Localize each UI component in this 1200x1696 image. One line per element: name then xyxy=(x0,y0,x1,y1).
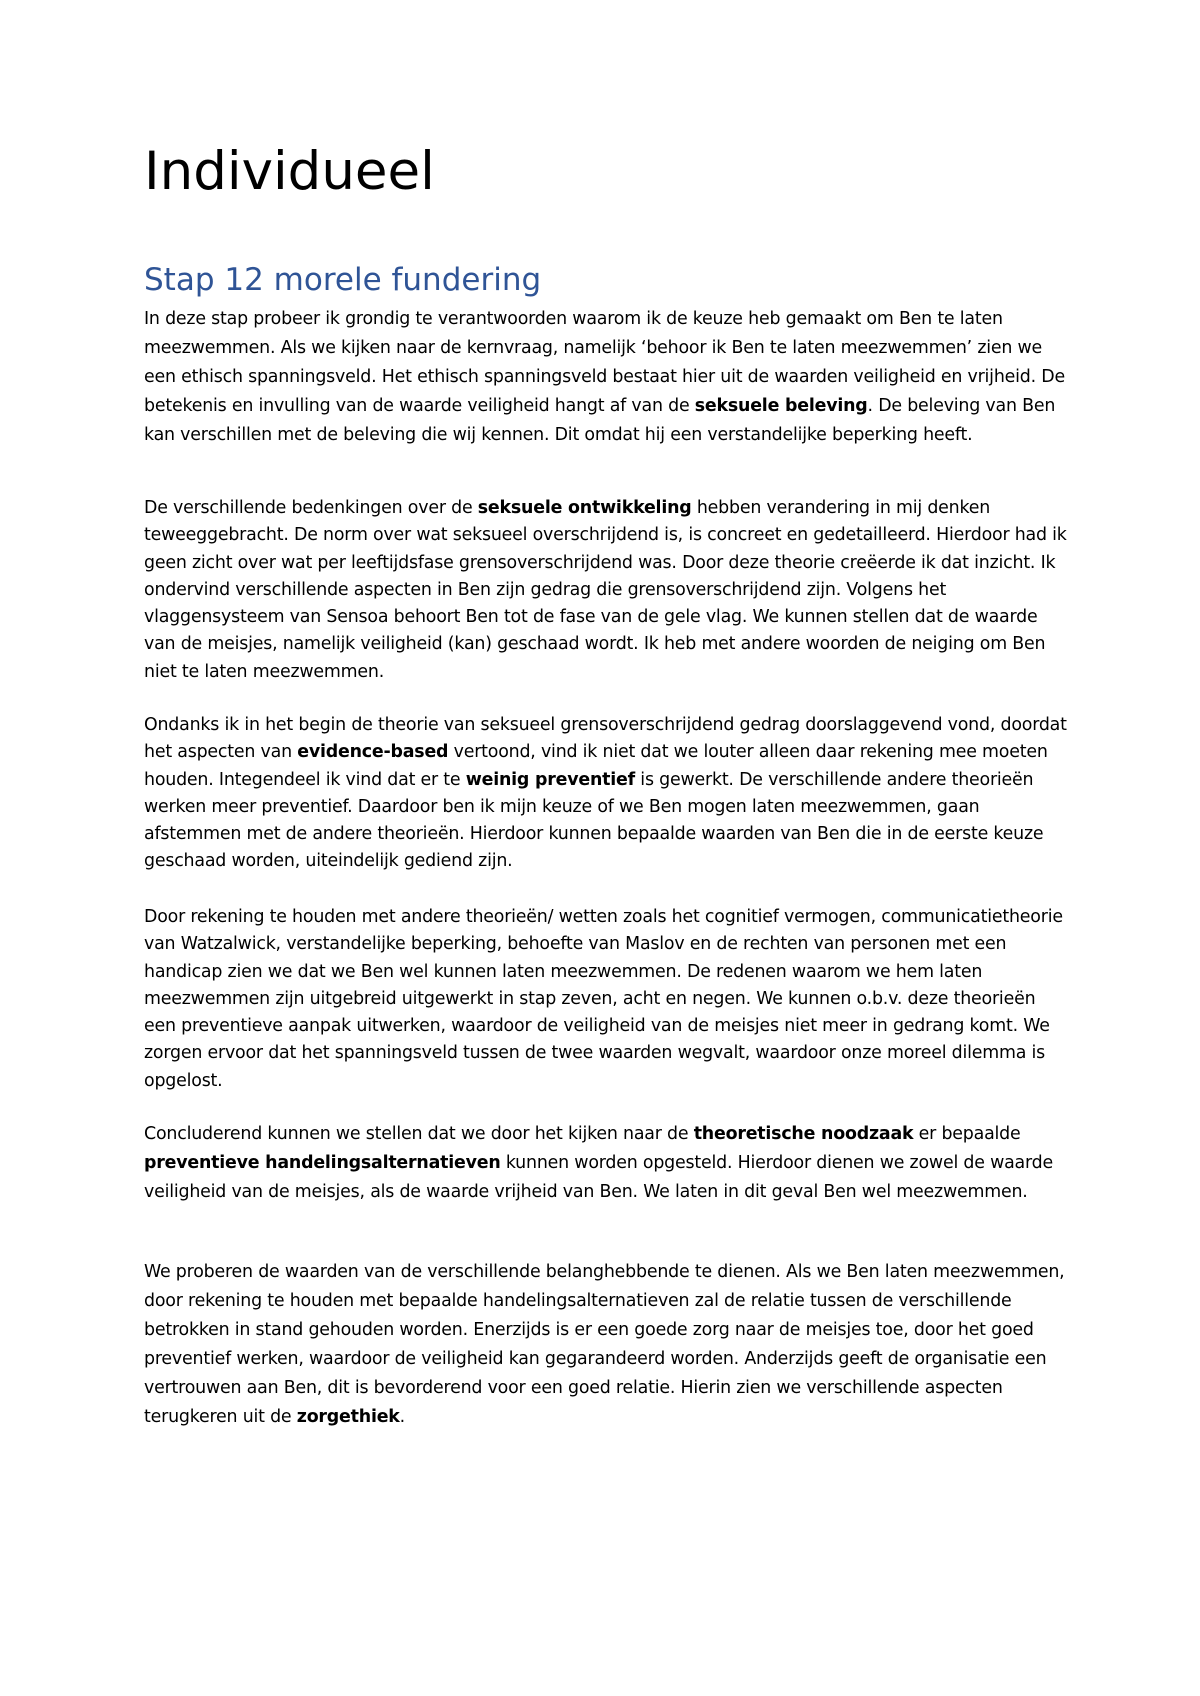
paragraph-3-text-a: Ondanks ik in het begin de theorie van seksueel grensoverschrijdend gedrag doorslaggevend vond, doordat het aspecten van xyxy=(144,715,1067,763)
paragraph-3-bold-term-1: evidence-based xyxy=(297,742,449,763)
paragraph-3 xyxy=(144,712,1069,876)
paragraph-3-bold-term-2: weinig preventief xyxy=(465,769,635,790)
paragraph-4-text-a: Door rekening te houden met andere theorieën/ wetten zoals het cognitief vermogen, communicatietheorie van Watzalwick, verstandelijke beperking, behoefte van Maslov en de rechten van personen met een handicap zien we dat we Ben wel kunnen laten meezwemmen. De redenen waarom we hem laten meezwemmen zijn uitgebreid uitgewerkt in stap zeven, acht en negen. We kunnen o.b.v. deze theorieën een preventieve aanpak uitwerken, waardoor de veiligheid van de meisjes niet meer in gedrang komt. We zorgen ervoor dat het spanningsveld tussen de twee waarden wegvalt, waardoor onze moreel dilemma is opgelost. xyxy=(144,907,1063,1091)
paragraph-5-text-c: er bepaalde xyxy=(913,1124,1021,1144)
paragraph-5-bold-term-1: theoretische noodzaak xyxy=(693,1124,914,1144)
paragraph-1-text-c: . De beleving van Ben kan verschillen met de beleving die wij kennen. Dit omdat hij een verstandelijke beperking heeft. xyxy=(144,396,1056,445)
paragraph-6-text-a: We proberen de waarden van de verschillende belanghebbende te dienen. Als we Ben laten meezwemmen, door rekening te houden met bepaalde handelingsalternatieven zal de relatie tussen de verschillende betrokken in stand gehouden worden. Enerzijds is er een goede zorg naar de meisjes toe, door het goed preventief werken, waardoor de veiligheid kan gegarandeerd worden. Anderzijds geeft de organisatie een vertrouwen aan Ben, dit is bevorderend voor een goed relatie. Hierin zien we verschillende aspecten terugkeren uit de xyxy=(144,1262,1065,1427)
paragraph-1 xyxy=(144,305,1069,450)
paragraph-5-text-e: kunnen worden opgesteld. Hierdoor dienen we zowel de waarde veiligheid van de meisjes, als de waarde vrijheid van Ben. We laten in dit geval Ben wel meezwemmen. xyxy=(144,1153,1053,1202)
paragraph-2-text-a: De verschillende bedenkingen over de xyxy=(144,498,478,518)
paragraph-3-text-c: vertoond, vind ik niet dat we louter alleen daar rekening mee moeten houden. Integendeel ik vind dat er te xyxy=(144,742,1048,790)
paragraph-5-bold-term-2: preventieve handelingsalternatieven xyxy=(144,1153,501,1173)
paragraph-1-bold-term: seksuele beleving xyxy=(694,396,868,416)
paragraph-2 xyxy=(144,495,1069,686)
paragraph-6 xyxy=(144,1258,1069,1432)
paragraph-4 xyxy=(144,904,1069,1095)
paragraph-6-text-c: . xyxy=(399,1407,405,1427)
section-heading: Stap 12 morele fundering xyxy=(144,262,542,298)
paragraph-6-bold-term: zorgethiek xyxy=(296,1407,400,1427)
paragraph-3-text-e: is gewerkt. De verschillende andere theorieën werken meer preventief. Daardoor ben ik mijn keuze of we Ben mogen laten meezwemmen, gaan afstemmen met de andere theorieën. Hierdoor kunnen bepaalde waarden van Ben die in de eerste keuze geschaad worden, uiteindelijk gediend zijn. xyxy=(144,769,1044,872)
paragraph-5 xyxy=(144,1120,1069,1207)
paragraph-5-text-a: Concluderend kunnen we stellen dat we door het kijken naar de xyxy=(144,1124,694,1144)
document-title: Individueel xyxy=(144,141,435,202)
paragraph-2-bold-term: seksuele ontwikkeling xyxy=(477,498,692,518)
paragraph-1-text-a: In deze stap probeer ik grondig te verantwoorden waarom ik de keuze heb gemaakt om Ben te laten meezwemmen. Als we kijken naar de kernvraag, namelijk ‘behoor ik Ben te laten meezwemmen’ zien we een ethisch spanningsveld. Het ethisch spanningsveld bestaat hier uit de waarden veiligheid en vrijheid. De betekenis en invulling van de waarde veiligheid hangt af van de xyxy=(144,309,1065,416)
paragraph-2-text-c: hebben verandering in mij denken teweeggebracht. De norm over wat seksueel overschrijdend is, is concreet en gedetailleerd. Hierdoor had ik geen zicht over wat per leeftijdsfase grensoverschrijdend was. Door deze theorie creëerde ik dat inzicht. Ik ondervind verschillende aspecten in Ben zijn gedrag die grensoverschrijdend zijn. Volgens het vlaggensysteem van Sensoa behoort Ben tot de fase van de gele vlag. We kunnen stellen dat de waarde van de meisjes, namelijk veiligheid (kan) geschaad wordt. Ik heb met andere woorden de neiging om Ben niet te laten meezwemmen. xyxy=(144,498,1067,682)
